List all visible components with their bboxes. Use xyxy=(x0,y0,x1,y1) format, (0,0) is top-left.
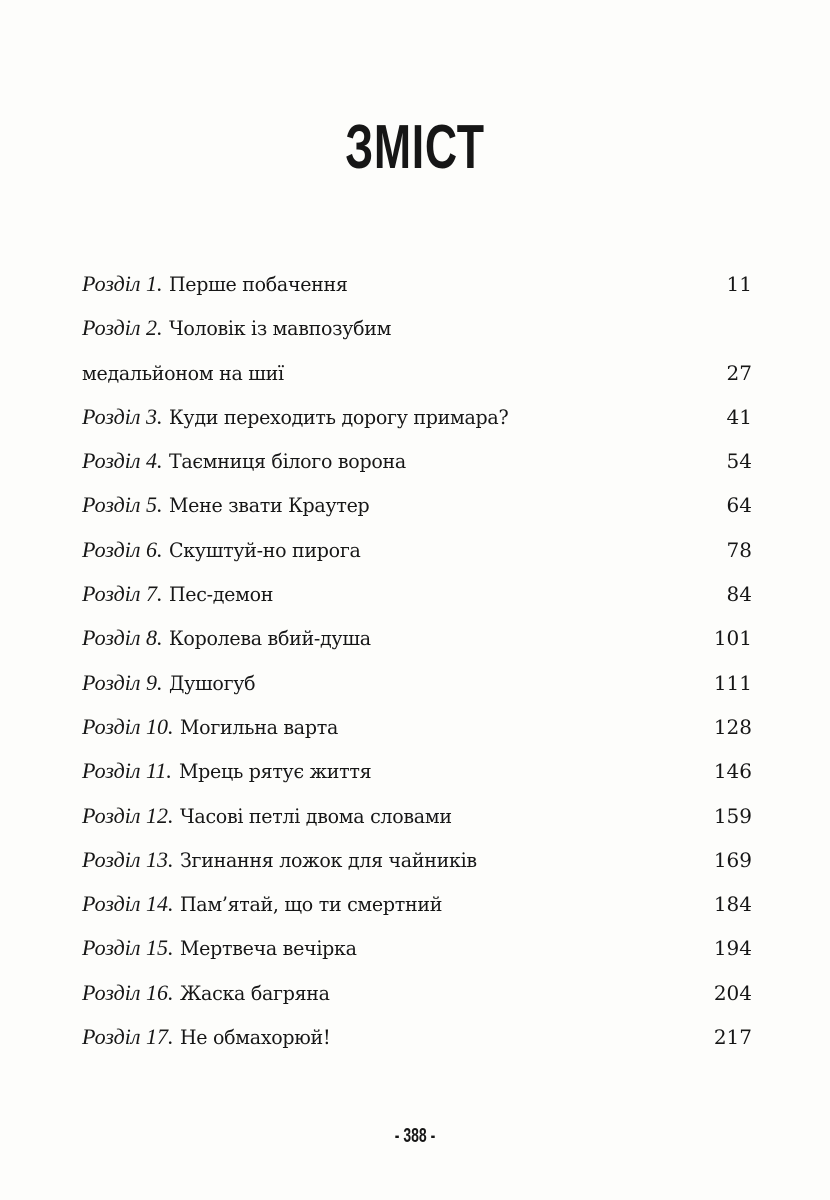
toc-entry xyxy=(82,1015,752,1059)
table-of-contents xyxy=(82,262,752,1059)
chapter-page: 27 xyxy=(726,360,752,385)
chapter-title: Мрець рятує життя xyxy=(178,759,371,784)
toc-entry xyxy=(82,572,752,616)
chapter-page: 217 xyxy=(713,1025,752,1050)
toc-entry xyxy=(82,838,752,882)
chapter-page: 184 xyxy=(713,892,752,917)
toc-entry xyxy=(82,705,752,749)
chapter-title: Пам’ятай, що ти смертний xyxy=(180,892,443,917)
chapter-title: Чоловік із мавпозубим xyxy=(169,316,392,341)
chapter-page: 194 xyxy=(713,936,752,961)
chapter-page: 146 xyxy=(713,759,752,784)
toc-entry xyxy=(82,882,752,926)
chapter-title: Скуштуй-но пирога xyxy=(169,537,361,562)
chapter-label: Розділ 9. xyxy=(82,669,163,695)
chapter-label: Розділ 1. xyxy=(82,271,163,296)
chapter-label: Розділ 5. xyxy=(82,492,163,518)
chapter-label: Розділ 7. xyxy=(82,581,163,607)
chapter-title: Могильна варта xyxy=(180,714,339,739)
chapter-page: 41 xyxy=(726,404,752,429)
toc-entry xyxy=(82,483,752,527)
chapter-page: 111 xyxy=(713,670,752,695)
chapter-label: Розділ 11. xyxy=(82,758,172,784)
chapter-title: Таємниця білого ворона xyxy=(169,449,407,474)
chapter-page: 159 xyxy=(713,803,752,828)
chapter-title: Часові петлі двома словами xyxy=(180,803,452,828)
chapter-label: Розділ 3. xyxy=(82,403,163,429)
chapter-page: 128 xyxy=(713,714,752,739)
chapter-title: Згинання ложок для чайників xyxy=(180,847,477,872)
chapter-title: Не обмахорюй! xyxy=(180,1025,331,1050)
chapter-label: Розділ 10. xyxy=(82,713,174,739)
toc-entry xyxy=(82,749,752,793)
chapter-label: Розділ 4. xyxy=(82,448,163,474)
toc-entry xyxy=(82,395,752,439)
page-number: - 388 - xyxy=(394,1125,436,1147)
chapter-title: Куди переходить дорогу примара? xyxy=(169,404,509,429)
chapter-label: Розділ 13. xyxy=(82,846,174,872)
chapter-page: 169 xyxy=(713,847,752,872)
toc-entry-continuation xyxy=(82,351,752,395)
page-title: ЗМІСТ xyxy=(345,113,485,182)
chapter-title: Пес-демон xyxy=(169,582,274,607)
toc-entry xyxy=(82,971,752,1015)
chapter-label: Розділ 14. xyxy=(82,891,174,917)
toc-entry xyxy=(82,439,752,483)
chapter-page: 204 xyxy=(713,980,752,1005)
chapter-page: 84 xyxy=(726,582,752,607)
toc-entry xyxy=(82,794,752,838)
chapter-label: Розділ 16. xyxy=(82,979,174,1005)
chapter-page: 101 xyxy=(713,626,752,651)
toc-entry xyxy=(82,616,752,660)
toc-entry xyxy=(82,262,752,306)
chapter-label: Розділ 6. xyxy=(82,536,163,562)
chapter-label: Розділ 2. xyxy=(82,315,163,341)
chapter-title: Перше побачення xyxy=(169,272,348,296)
toc-entry xyxy=(82,306,752,350)
chapter-title-continued: медальйоном на шиї xyxy=(82,360,284,385)
chapter-title: Мене звати Краутер xyxy=(169,493,370,518)
chapter-label: Розділ 15. xyxy=(82,935,174,961)
chapter-label: Розділ 12. xyxy=(82,802,174,828)
chapter-label: Розділ 8. xyxy=(82,625,163,651)
chapter-title: Королева вбий-душа xyxy=(169,626,371,651)
chapter-label: Розділ 17. xyxy=(82,1024,174,1050)
toc-entry xyxy=(82,661,752,705)
toc-entry xyxy=(82,528,752,572)
chapter-page: 64 xyxy=(726,493,752,518)
chapter-page: 54 xyxy=(726,449,752,474)
chapter-page: 78 xyxy=(726,537,752,562)
chapter-title: Душогуб xyxy=(169,670,256,695)
chapter-page: 11 xyxy=(726,272,752,296)
toc-entry xyxy=(82,926,752,970)
chapter-title: Мертвеча вечірка xyxy=(180,936,357,961)
chapter-title: Жаска багряна xyxy=(180,980,330,1005)
